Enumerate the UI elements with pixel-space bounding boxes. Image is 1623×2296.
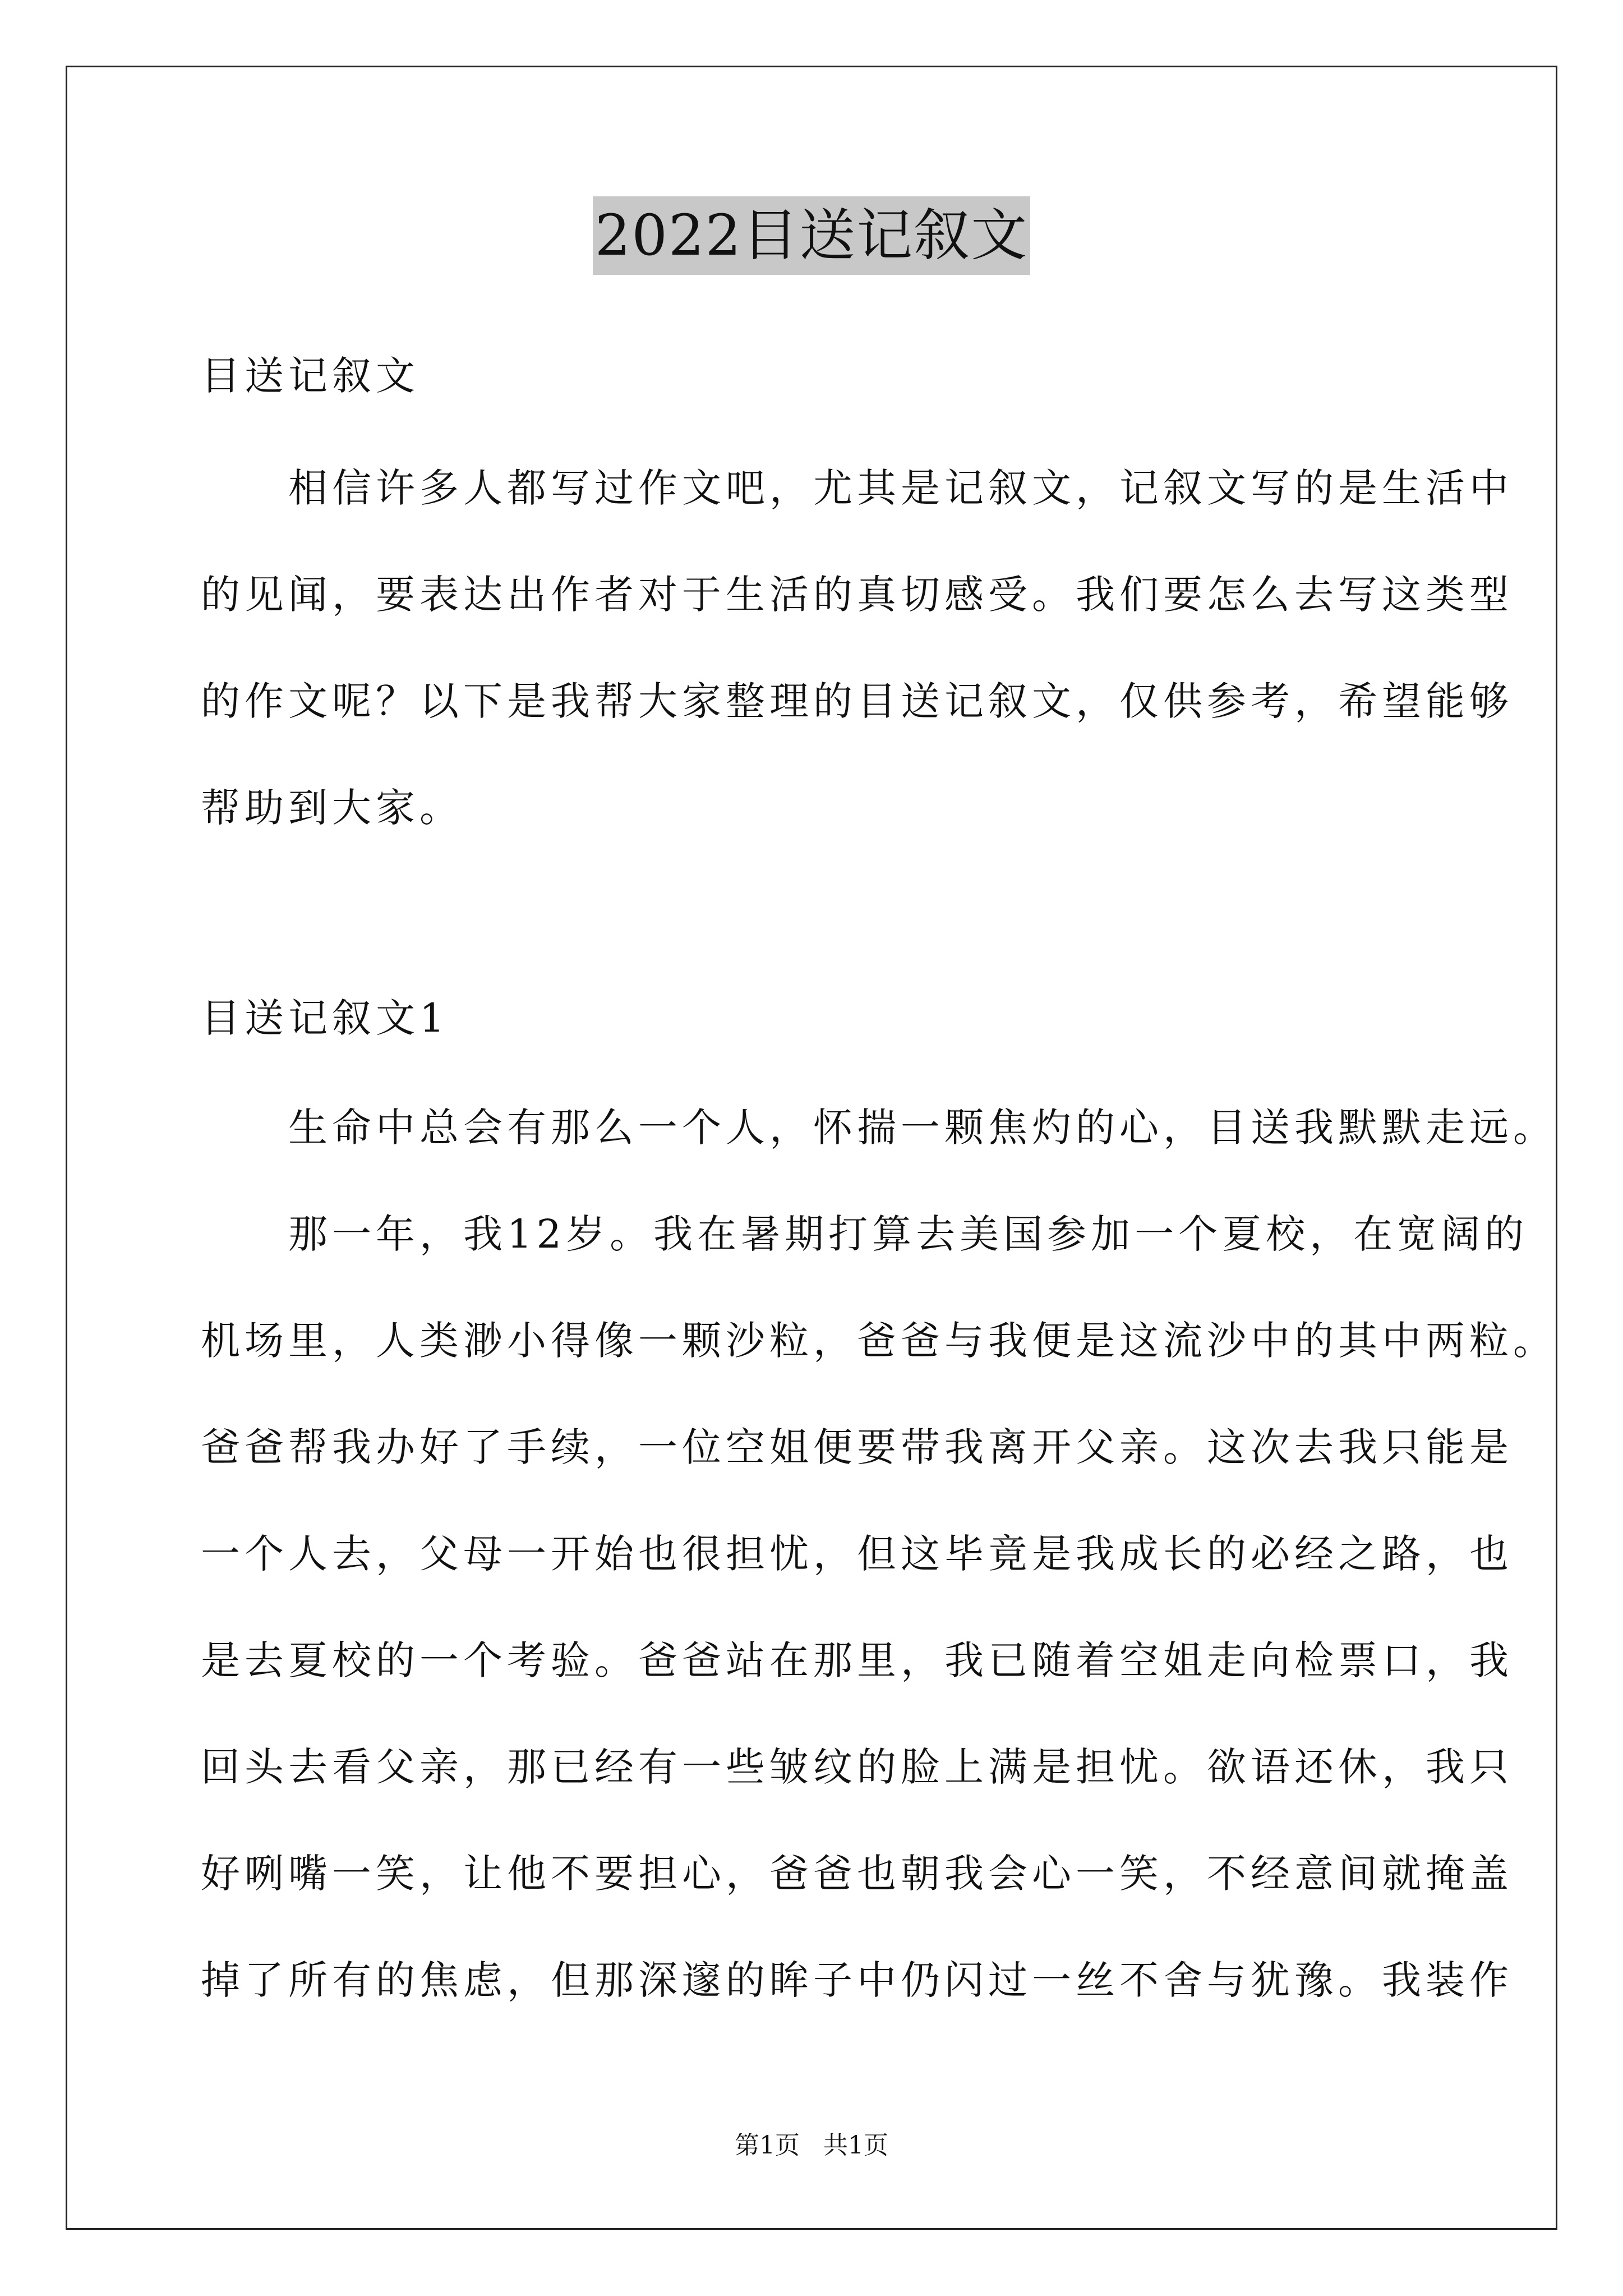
paragraph-line: 机场里，人类渺小得像一颗沙粒，爸爸与我便是这流沙中的其中两粒。 <box>201 1318 1557 1364</box>
paragraph-line: 爸爸帮我办好了手续，一位空姐便要带我离开父亲。这次去我只能是 <box>201 1424 1513 1470</box>
paragraph-line: 的作文呢？以下是我帮大家整理的目送记叙文，仅供参考，希望能够 <box>201 678 1513 724</box>
paragraph-line: 相信许多人都写过作文吧，尤其是记叙文，记叙文写的是生活中 <box>201 465 1513 511</box>
paragraph-line: 掉了所有的焦虑，但那深邃的眸子中仍闪过一丝不舍与犹豫。我装作 <box>201 1957 1513 2003</box>
paragraph-line: 那一年，我12岁。我在暑期打算去美国参加一个夏校，在宽阔的 <box>201 1211 1529 1257</box>
paragraph-line: 的见闻，要表达出作者对于生活的真切感受。我们要怎么去写这类型 <box>201 572 1513 618</box>
paragraph-line: 回头去看父亲，那已经有一些皱纹的脸上满是担忧。欲语还休，我只 <box>201 1744 1513 1790</box>
document-title: 2022目送记叙文 <box>593 196 1031 275</box>
paragraph-line: 生命中总会有那么一个人，怀揣一颗焦灼的心，目送我默默走远。 <box>201 1105 1557 1151</box>
title-container <box>0 196 1623 275</box>
paragraph-line: 好咧嘴一笑，让他不要担心，爸爸也朝我会心一笑，不经意间就掩盖 <box>201 1851 1513 1897</box>
paragraph-line: 是去夏校的一个考验。爸爸站在那里，我已随着空姐走向检票口，我 <box>201 1637 1513 1683</box>
page-footer: 第1页 共1页 <box>735 2131 888 2160</box>
paragraph-line: 一个人去，父母一开始也很担忧，但这毕竟是我成长的必经之路，也 <box>201 1531 1513 1577</box>
section-heading: 目送记叙文 <box>201 353 419 399</box>
section-heading: 目送记叙文1 <box>201 995 449 1041</box>
paragraph-line: 帮助到大家。 <box>201 785 463 831</box>
